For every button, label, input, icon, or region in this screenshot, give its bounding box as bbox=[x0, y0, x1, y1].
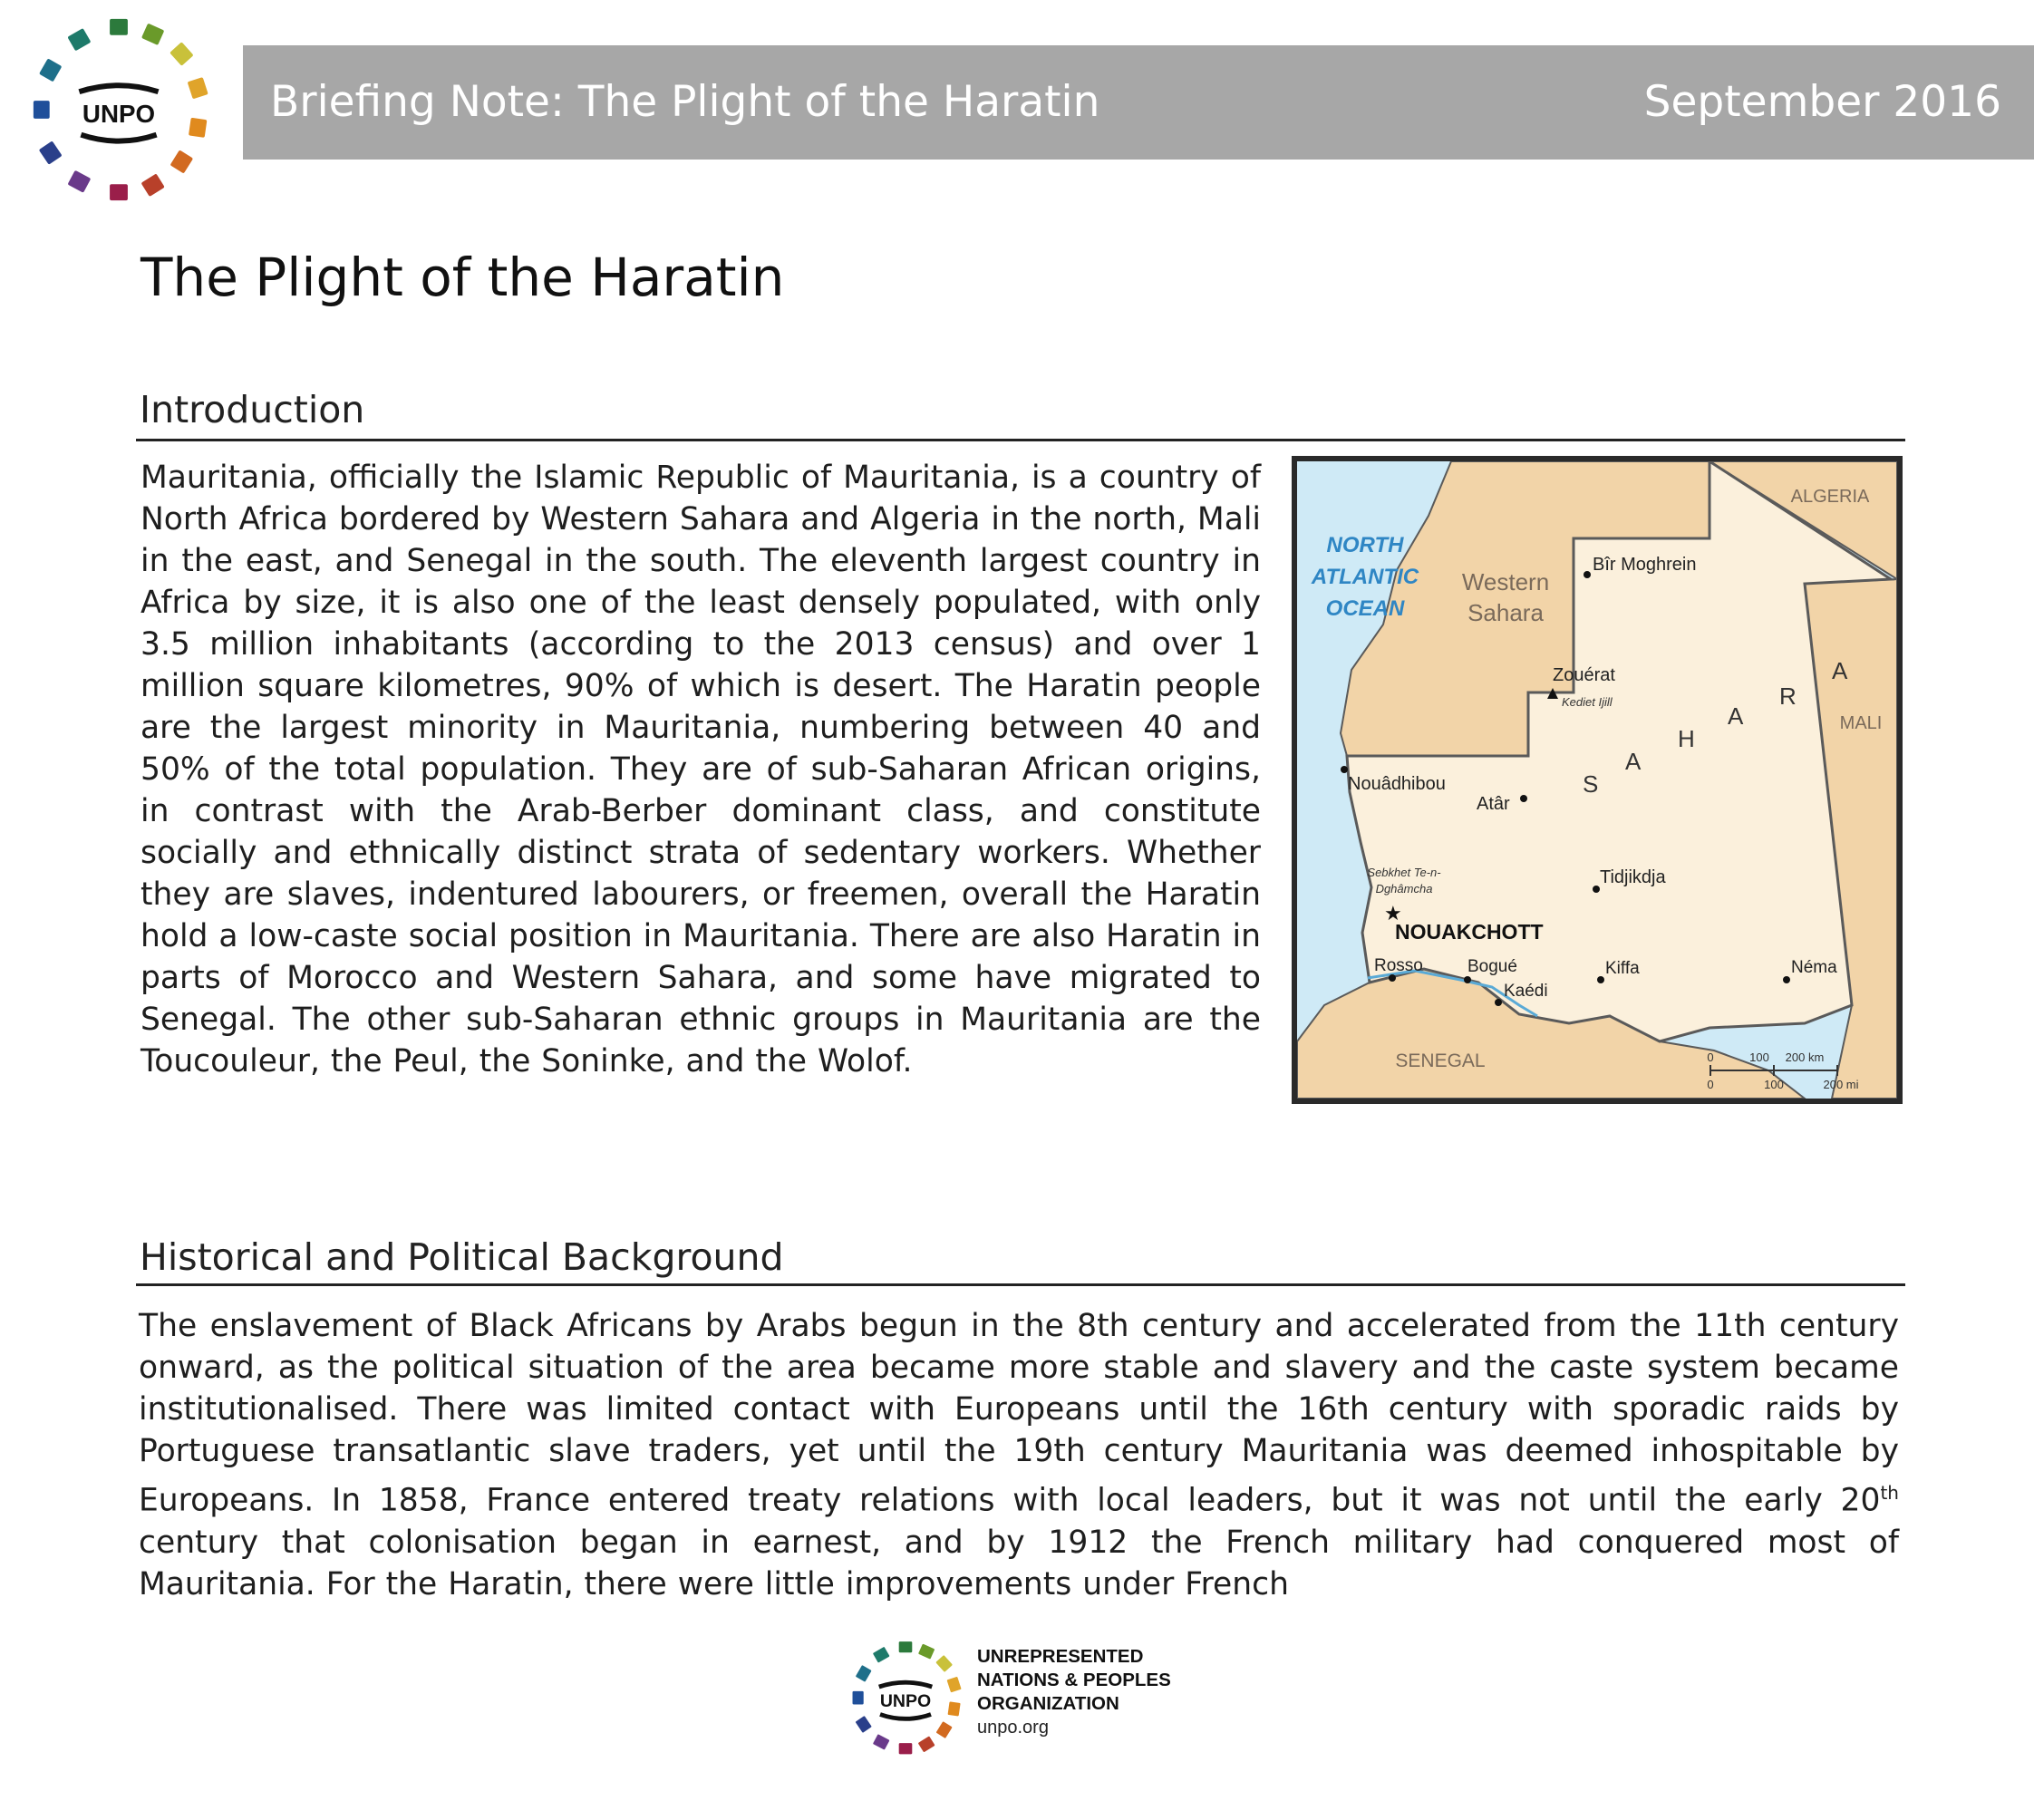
scale-mi-200: 200 mi bbox=[1823, 1078, 1859, 1091]
map-city-dot bbox=[1520, 795, 1527, 802]
map-feature-sebkhet-1: Sebkhet Te-n- bbox=[1367, 866, 1441, 879]
map-city-dot bbox=[1464, 976, 1471, 983]
logo-text: UNPO bbox=[82, 99, 156, 128]
map-feature-kediet: Kediet Ijill bbox=[1562, 695, 1613, 709]
map-city-dot bbox=[1495, 999, 1502, 1006]
map-city-kaedi: Kaédi bbox=[1504, 982, 1548, 1001]
introduction-paragraph: Mauritania, officially the Islamic Republic of Mauritania, is a country of North Africa bordered by Western Sahara and Algeria in the north, Mali in the east, and Senegal in the south. The eleventh largest country in Africa by size, it is also one of the least densely populated, with only 3.5 million inhabitants (according to the 2013 census) and over 1 million square kilometres, 90% of which is desert. The Haratin people are the largest minority in Mauritania, numbering between 40 and 50% of the total population. They are of sub-Saharan African origins, in contrast with the Arab-Berber dominant class, and constitute socially and ethnically distinct strata of sedentary workers. Whether they are slaves, indentured labourers, or freemen, overall the Haratin hold a low-caste social position in Mauritania. There are also Haratin in parts of Morocco and Western Sahara, and some have migrated to Senegal. The other sub-Saharan ethnic groups in Mauritania are the Toucouleur, the Peul, the Soninke, and the Wolof. bbox=[140, 460, 1261, 1079]
map-city-nouakchott: NOUAKCHOTT bbox=[1395, 920, 1544, 944]
map-city-bir-moghrein: Bîr Moghrein bbox=[1593, 555, 1697, 575]
section-divider bbox=[136, 1283, 1905, 1286]
map-city-nouadhibou: Nouâdhibou bbox=[1348, 774, 1446, 794]
map-label-western-sahara-1: Western bbox=[1461, 568, 1550, 595]
page-title: The Plight of the Haratin bbox=[140, 247, 785, 308]
map-city-atar: Atâr bbox=[1477, 794, 1510, 814]
map-city-zouerat: Zouérat bbox=[1553, 665, 1615, 685]
map-sahara-letter: S bbox=[1583, 770, 1599, 798]
map-sahara-letter: H bbox=[1678, 725, 1695, 752]
map-label-ocean-2: ATLANTIC bbox=[1311, 565, 1419, 589]
footer-logo-upper-arc bbox=[879, 1682, 932, 1687]
map-city-dot bbox=[1389, 974, 1396, 982]
scale-km-100: 100 bbox=[1749, 1050, 1769, 1064]
map-sahara-letter: A bbox=[1625, 748, 1642, 775]
map-city-nema: Néma bbox=[1791, 958, 1837, 977]
historical-paragraph bbox=[139, 1305, 1899, 1605]
map-city-dot bbox=[1783, 976, 1790, 983]
map-city-dot bbox=[1593, 886, 1600, 893]
ordinal-superscript: th bbox=[1880, 1482, 1899, 1504]
scale-km-200: 200 km bbox=[1785, 1050, 1825, 1064]
footer-logo-text: UNPO bbox=[879, 1690, 932, 1711]
map-label-ocean-1: NORTH bbox=[1326, 533, 1404, 557]
section-heading-historical-background: Historical and Political Background bbox=[140, 1235, 784, 1279]
scale-mi-0: 0 bbox=[1707, 1078, 1714, 1091]
section-heading-introduction: Introduction bbox=[140, 388, 365, 431]
footer-unpo-logo[interactable] bbox=[845, 1636, 966, 1757]
map-city-dot bbox=[1597, 976, 1604, 983]
map-sahara-letter: A bbox=[1728, 702, 1744, 730]
map-label-algeria: ALGERIA bbox=[1790, 487, 1870, 507]
map-city-tidjikdja: Tidjikdja bbox=[1600, 867, 1666, 887]
map-city-dot bbox=[1341, 766, 1348, 773]
logo-lower-arc bbox=[81, 135, 156, 141]
map-label-ocean-3: OCEAN bbox=[1325, 596, 1405, 621]
map-city-dot bbox=[1584, 571, 1591, 578]
map-sahara-letter: A bbox=[1832, 657, 1848, 684]
header-date: September 2016 bbox=[1643, 77, 2001, 127]
map-city-kiffa: Kiffa bbox=[1605, 959, 1640, 978]
logo-upper-arc bbox=[79, 85, 158, 92]
footer-org-line-1: UNREPRESENTED bbox=[977, 1646, 1144, 1667]
footer-org-line-2: NATIONS & PEOPLES bbox=[977, 1670, 1171, 1690]
unpo-logo[interactable] bbox=[20, 9, 218, 207]
section-divider bbox=[136, 439, 1905, 441]
map-city-bogue: Bogué bbox=[1467, 957, 1517, 976]
mauritania-map bbox=[1292, 456, 1903, 1104]
footer-logo-lower-arc bbox=[880, 1714, 931, 1718]
historical-text-part-2: century that colonisation began in earnest, and by 1912 the French military had conquered most of Mauritania. For the Haratin, there were little improvements under French bbox=[139, 1524, 1899, 1602]
map-sahara-letter: R bbox=[1779, 682, 1797, 710]
map-feature-sebkhet-2: Dghâmcha bbox=[1375, 882, 1433, 895]
scale-km-0: 0 bbox=[1707, 1050, 1714, 1064]
header-bar bbox=[243, 45, 2034, 160]
footer-org-line-3: ORGANIZATION bbox=[977, 1693, 1119, 1714]
header-title: Briefing Note: The Plight of the Haratin bbox=[270, 77, 1100, 127]
map-city-rosso: Rosso bbox=[1374, 956, 1423, 975]
map-label-western-sahara-2: Sahara bbox=[1467, 599, 1544, 626]
footer-url-link[interactable]: unpo.org bbox=[977, 1718, 1049, 1738]
footer-organization-name bbox=[977, 1645, 1249, 1739]
map-label-mali: MALI bbox=[1839, 713, 1883, 733]
scale-mi-100: 100 bbox=[1764, 1078, 1784, 1091]
map-label-senegal: SENEGAL bbox=[1395, 1050, 1486, 1071]
historical-text-part-1: The enslavement of Black Africans by Arabs begun in the 8th century and accelerated from the 11th century onward, as the political situation of the area became more stable and slavery and the caste system became institutionalised. There was limited contact with Europeans until the 16th century with sporadic raids by Portuguese transatlantic slave traders, yet until the 19th century Mauritania was deemed inhospitable by Europeans. In 1858, France entered treaty relations with local leaders, but it was not until the early 20 bbox=[139, 1308, 1899, 1519]
map-capital-star: ★ bbox=[1384, 902, 1402, 925]
